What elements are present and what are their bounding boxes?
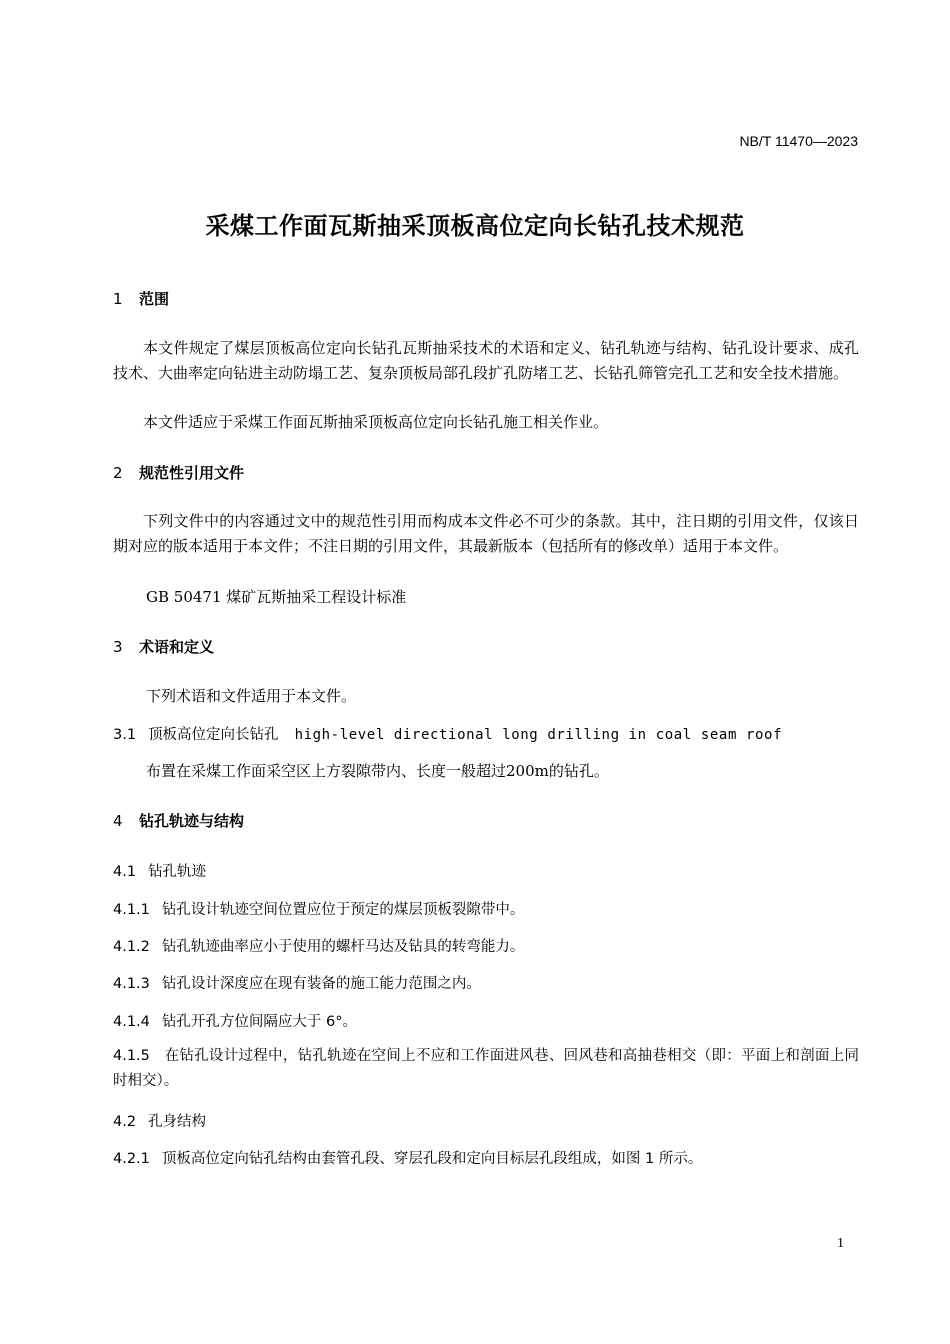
clause-4-1-5 [113, 1044, 859, 1094]
section-4-heading [113, 810, 244, 831]
clause-number: 4.1.4 [113, 1014, 150, 1030]
section-2-heading [113, 462, 244, 483]
clause-number: 4.2.1 [113, 1151, 150, 1167]
standard-code: NB/T 11470—2023 [739, 133, 858, 149]
section-number: 2 [113, 464, 123, 482]
clause-4-1-2 [113, 935, 524, 956]
clause-text: 钻孔轨迹曲率应小于使用的螺杆马达及钻具的转弯能力。 [161, 939, 525, 955]
section-2-paragraph-1: 下列文件中的内容通过文中的规范性引用而构成本文件必不可少的条款。其中，注日期的引用文件，仅该日期对应的版本适用于本文件；不注日期的引用文件，其最新版本（包括所有的修改单）适用于本文件。 [113, 512, 859, 555]
subsection-number: 4.2 [113, 1114, 137, 1130]
clause-4-1-4 [113, 1010, 357, 1031]
clause-4-1-3 [113, 972, 481, 993]
document-title: 采煤工作面瓦斯抽采顶板高位定向长钻孔技术规范 [205, 212, 745, 240]
section-3-heading [113, 636, 214, 657]
clause-number: 4.1.2 [113, 939, 150, 955]
section-title: 范围 [139, 290, 170, 308]
subsection-4-1 [113, 860, 206, 881]
subsection-4-2 [113, 1110, 206, 1131]
section-title: 规范性引用文件 [139, 464, 245, 482]
term-number: 3.1 [113, 727, 137, 743]
term-chinese: 顶板高位定向长钻孔 [148, 727, 279, 743]
subsection-number: 4.1 [113, 864, 137, 880]
clause-4-2-1 [113, 1147, 702, 1168]
clause-number: 4.1.3 [113, 976, 150, 992]
clause-number: 4.1.1 [113, 902, 150, 918]
section-number: 4 [113, 812, 123, 830]
term-3-1-definition: 布置在采煤工作面采空区上方裂隙带内、长度一般超过200m的钻孔。 [146, 762, 609, 780]
section-1-paragraph-2: 本文件适应于采煤工作面瓦斯抽采顶板高位定向长钻孔施工相关作业。 [143, 413, 609, 431]
clause-text: 钻孔设计轨迹空间位置应位于预定的煤层顶板裂隙带中。 [161, 902, 525, 918]
clause-number: 4.1.5 [113, 1048, 150, 1064]
clause-text: 在钻孔设计过程中，钻孔轨迹在空间上不应和工作面进风巷、回风巷和高抽巷相交（即：平面上和剖面上同时相交）。 [113, 1048, 859, 1089]
clause-4-1-1 [113, 898, 524, 919]
page-number: 1 [837, 1236, 844, 1251]
section-title: 钻孔轨迹与结构 [139, 812, 245, 830]
subsection-title: 孔身结构 [148, 1114, 207, 1130]
section-number: 1 [113, 290, 123, 308]
section-title: 术语和定义 [139, 638, 215, 656]
section-number: 3 [113, 638, 123, 656]
section-1-heading [113, 288, 169, 309]
normative-reference: GB 50471 煤矿瓦斯抽采工程设计标准 [146, 588, 407, 606]
term-english: high-level directional long drilling in coal seam roof [294, 727, 783, 743]
section-3-paragraph-1: 下列术语和文件适用于本文件。 [146, 687, 357, 705]
subsection-title: 钻孔轨迹 [148, 864, 207, 880]
clause-text: 钻孔开孔方位间隔应大于 6°。 [161, 1014, 357, 1030]
term-3-1 [113, 723, 782, 744]
clause-text: 顶板高位定向钻孔结构由套管孔段、穿层孔段和定向目标层孔段组成，如图 1 所示。 [161, 1151, 703, 1167]
section-1-paragraph-1: 本文件规定了煤层顶板高位定向长钻孔瓦斯抽采技术的术语和定义、钻孔轨迹与结构、钻孔设计要求、成孔技术、大曲率定向钻进主动防塌工艺、复杂顶板局部孔段扩孔防堵工艺、长钻孔筛管完孔工艺和安全技术措施。 [113, 339, 859, 382]
clause-text: 钻孔设计深度应在现有装备的施工能力范围之内。 [161, 976, 481, 992]
